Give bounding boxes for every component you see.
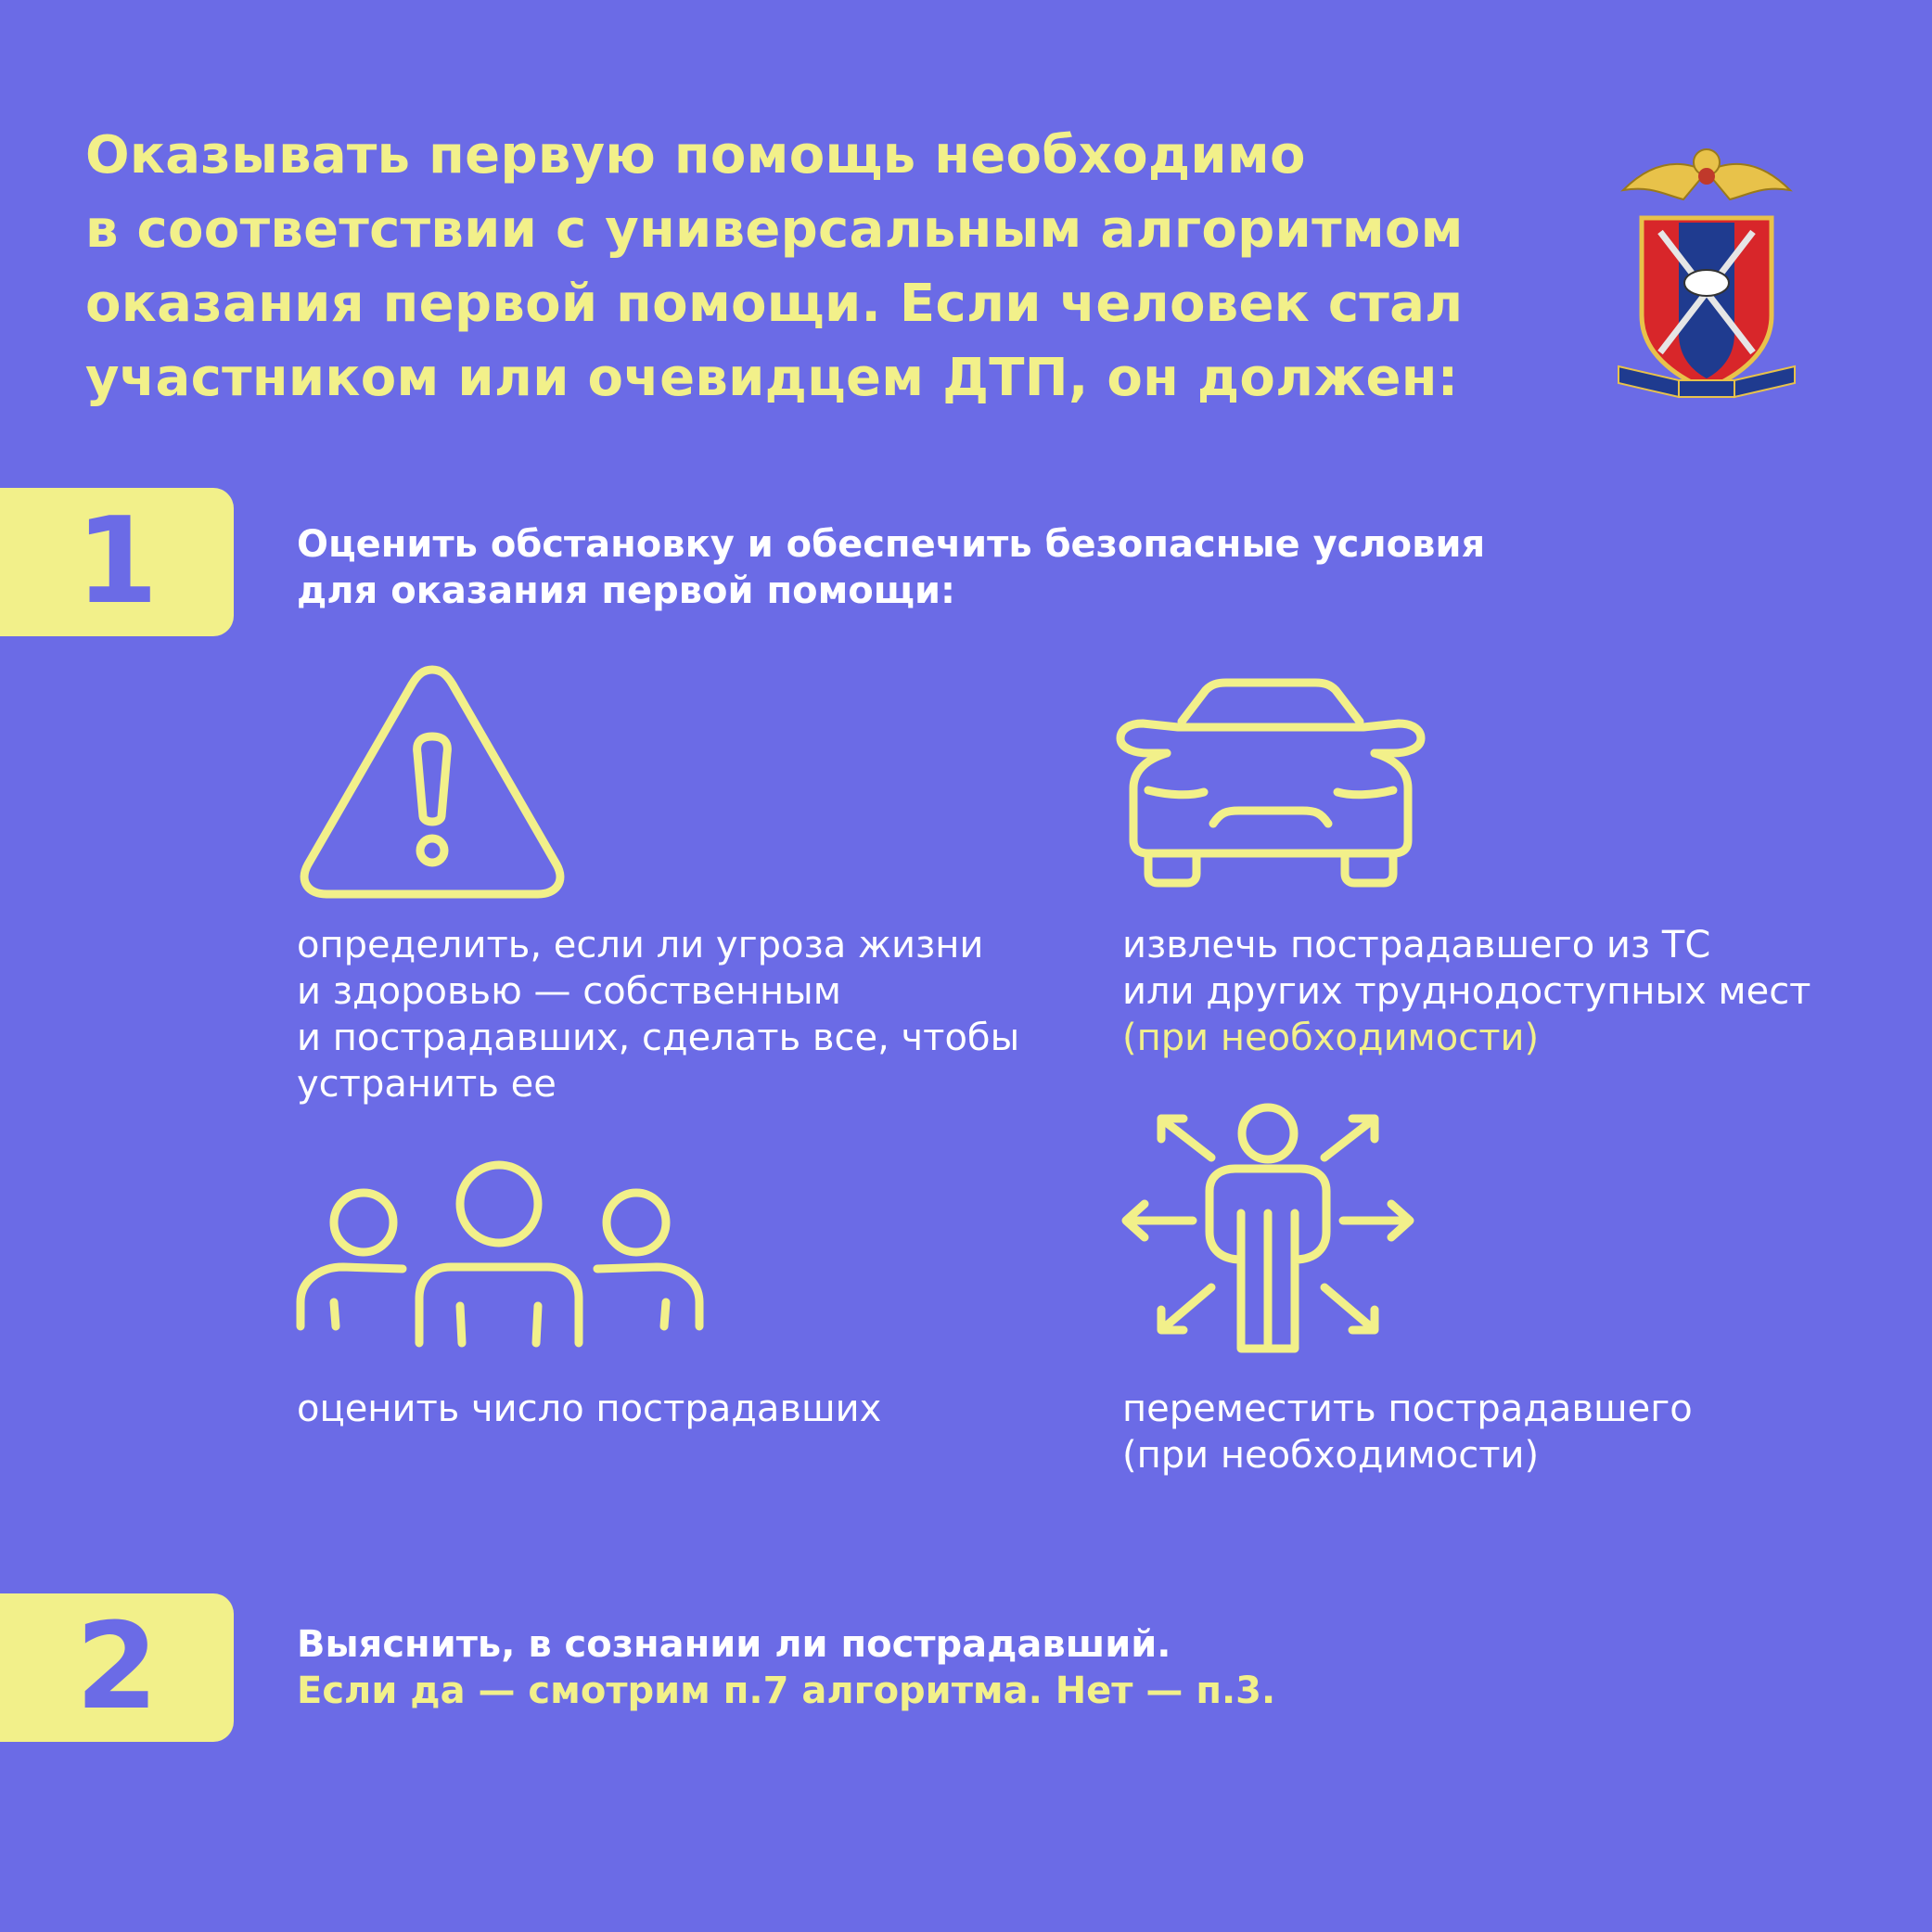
- person-move-icon: [1119, 1102, 1417, 1354]
- title-line-1: Оказывать первую помощь необходимо: [85, 125, 1306, 186]
- step-number-2: 2: [0, 1593, 234, 1742]
- warning-triangle-icon: [295, 660, 569, 903]
- item-count-victims-text: оценить число пострадавших: [297, 1388, 882, 1430]
- step-number-1: 1: [0, 488, 234, 636]
- title-line-2: в соответствии с универсальным алгоритмом: [85, 199, 1464, 260]
- title-line-4: участником или очевидцем ДТП, он должен:: [85, 348, 1459, 408]
- item-assess-danger-text: определить, если ли угроза жизни и здоровью — собственным и пострадавших, сделать все, чтобы устранить ее: [297, 924, 1020, 1106]
- item-extract-victim-text: извлечь пострадавшего из ТС или других труднодоступных мест (при необходимости): [1122, 924, 1811, 1059]
- item-move-victim-text: переместить пострадавшего (при необходимости): [1122, 1388, 1693, 1477]
- title-line-3: оказания первой помощи. Если человек стал: [85, 274, 1464, 334]
- people-group-icon: [293, 1158, 707, 1352]
- step-1-heading: Оценить обстановку и обеспечить безопасные условия для оказания первой помощи:: [297, 523, 1486, 612]
- step-2-heading: Выяснить, в сознании ли пострадавший. Если да — смотрим п.7 алгоритма. Нет — п.3.: [297, 1623, 1276, 1712]
- page-title: [85, 119, 1569, 416]
- car-icon: [1115, 677, 1427, 890]
- police-emblem-logo: [1614, 121, 1799, 399]
